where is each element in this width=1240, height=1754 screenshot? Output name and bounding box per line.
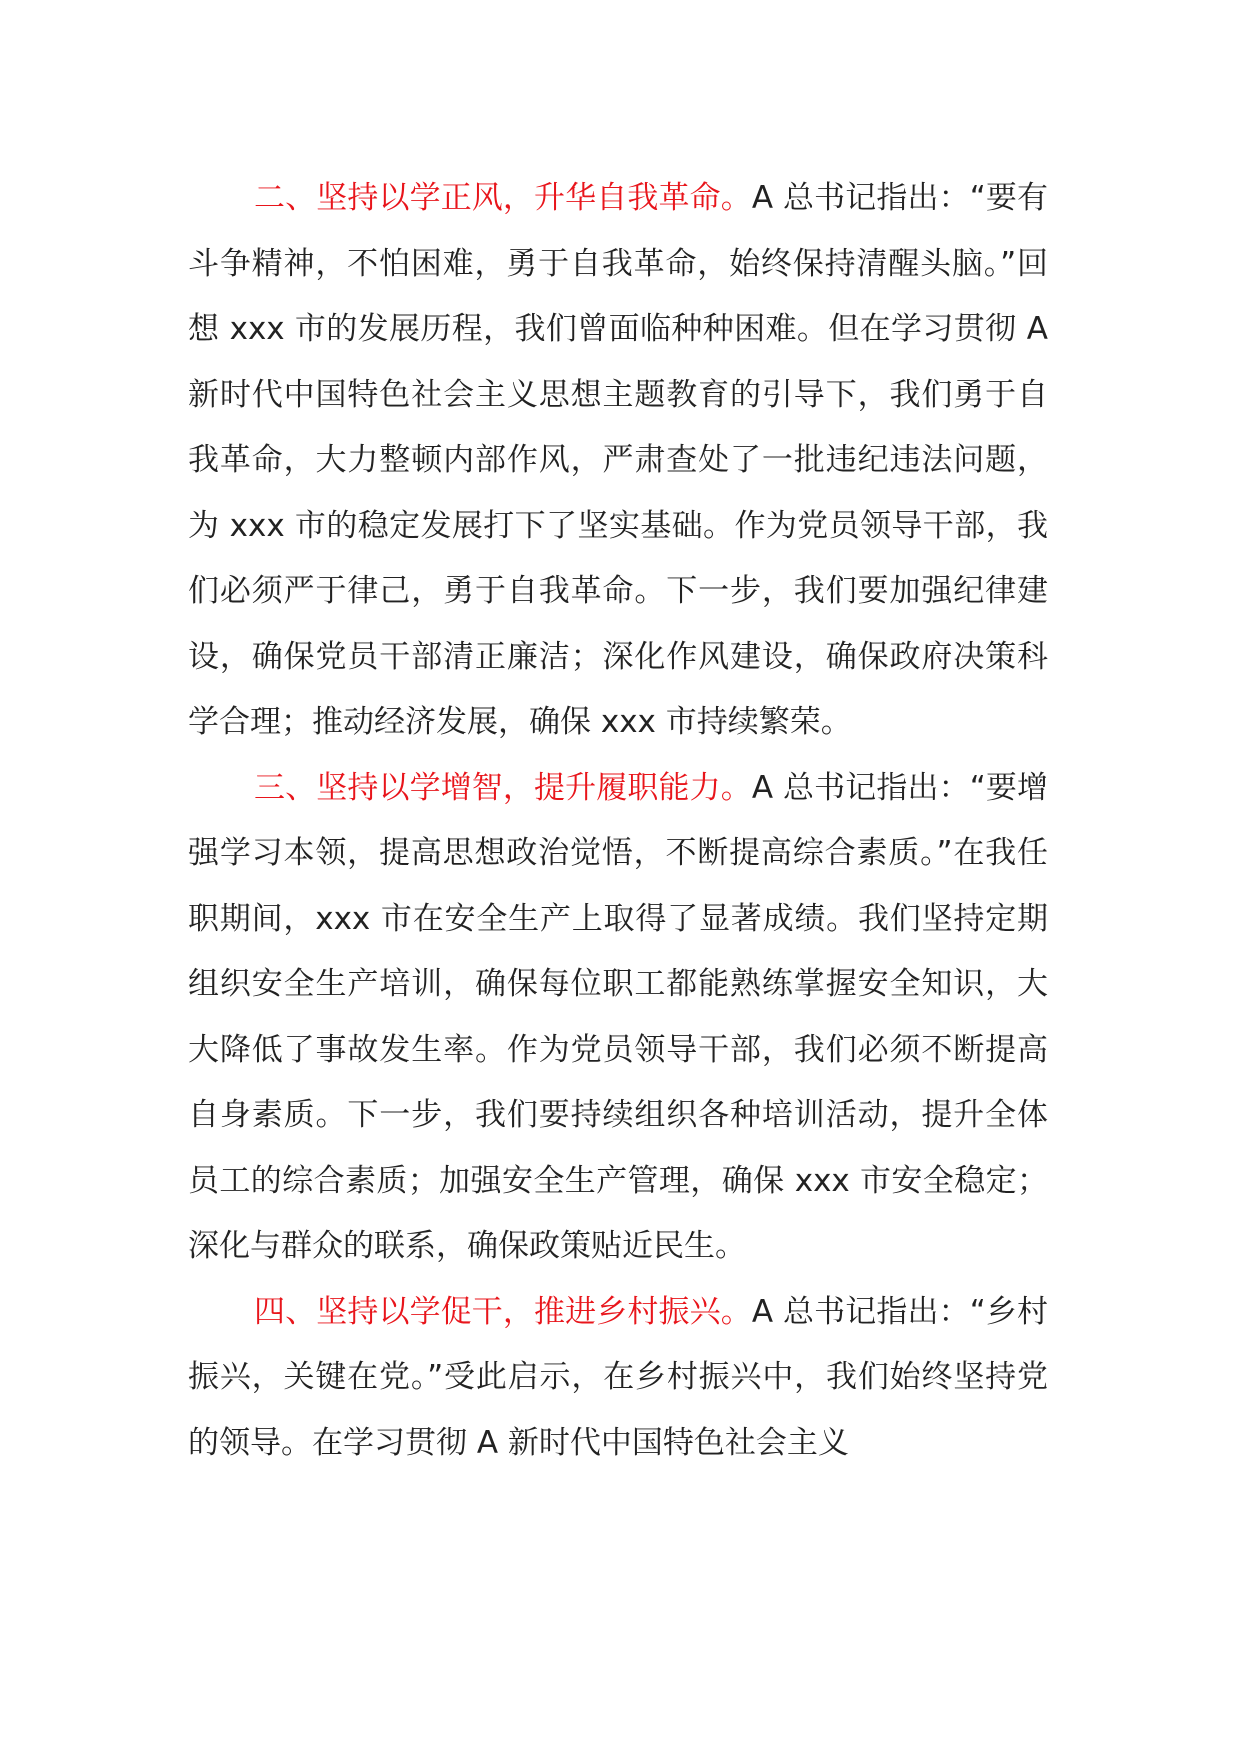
paragraph-4 [188,1280,1048,1477]
paragraph-text-3: A 总书记指出：“要增强学习本领，提高思想政治觉悟，不断提高综合素质。”在我任职期间，xxx 市在安全生产上取得了显著成绩。我们坚持定期组织安全生产培训，确保每位职工都能熟练掌握安全知识，大大降低了事故发生率。作为党员领导干部，我们必须不断提高自身素质。下一步，我们要持续组织各种培训活动，提升全体员工的综合素质；加强安全生产管理，确保 xxx 市安全稳定；深化与群众的联系，确保政策贴近民生。 [188,769,1048,1264]
paragraph-text-2: A 总书记指出：“要有斗争精神，不怕困难，勇于自我革命，始终保持清醒头脑。”回想 xxx 市的发展历程，我们曾面临种种困难。但在学习贯彻 A 新时代中国特色社会主义思想主题教育的引导下，我们勇于自我革命，大力整顿内部作风，严肃查处了一批违纪违法问题，为 xxx 市的稳定发展打下了坚实基础。作为党员领导干部，我们必须严于律己，勇于自我革命。下一步，我们要加强纪律建设，确保党员干部清正廉洁；深化作风建设，确保政府决策科学合理；推动经济发展，确保 xxx 市持续繁荣。 [188,180,1048,740]
document-body [188,166,1048,1476]
paragraph-text-4: A 总书记指出：“乡村振兴，关键在党。”受此启示，在乡村振兴中，我们始终坚持党的领导。在学习贯彻 A 新时代中国特色社会主义 [188,1293,1048,1461]
paragraph-2 [188,166,1048,756]
section-heading-3: 三、坚持以学增智，提升履职能力。 [254,769,752,806]
paragraph-3 [188,756,1048,1280]
section-heading-4: 四、坚持以学促干，推进乡村振兴。 [254,1293,752,1330]
section-heading-2: 二、坚持以学正风，升华自我革命。 [254,180,752,216]
